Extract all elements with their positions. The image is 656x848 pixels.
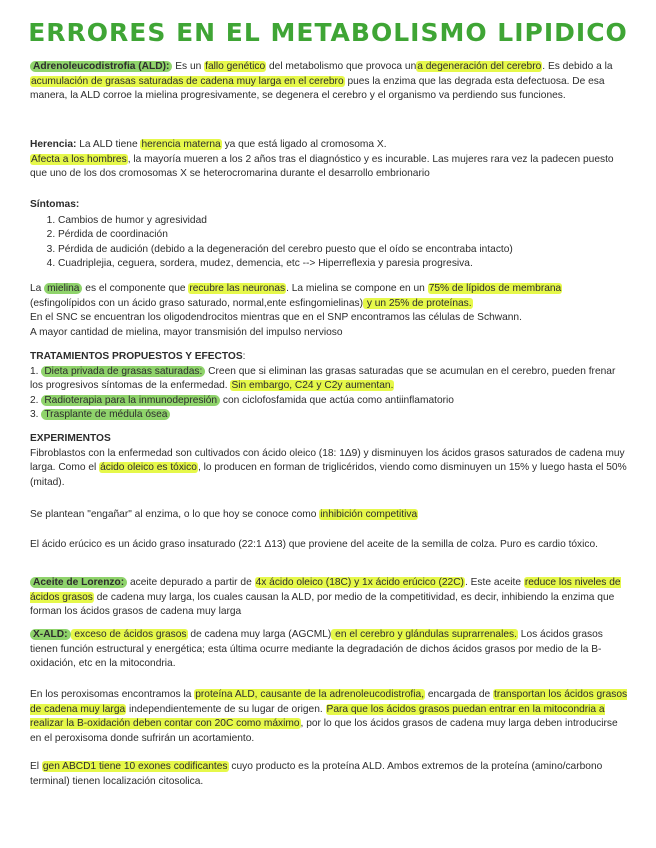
inhibicion-paragraph: Se plantean "engañar" al enzima, o lo que hoy se conoce como inhibición competitiva bbox=[30, 509, 418, 520]
gen-paragraph: El gen ABCD1 tiene 10 exones codificantes cuyo producto es la proteína ALD. Ambos extremos de la proteína (amino/carbono terminal) tienen localización citosolica. bbox=[30, 761, 603, 787]
highlight: Trasplante de médula ósea bbox=[41, 409, 170, 420]
experimentos-section bbox=[30, 432, 630, 490]
highlight: exceso de ácidos grasos bbox=[71, 629, 187, 640]
highlight: 4x ácido oleico (18C) y 1x ácido erúcico (22C) bbox=[255, 577, 464, 588]
highlight: recubre las neuronas bbox=[189, 283, 286, 294]
highlight: herencia materna bbox=[141, 139, 221, 150]
tratamientos-section: TRATAMIENTOS PROPUESTOS Y EFECTOS: 1. Dieta privada de grasas saturadas: Creen que si eliminan las grasas saturadas que se acumulan en el cerebro, pueden frenar los progresivos síntomas de la enfermedad. Sin embargo, C24 y C2y aumentan. 2. Radioterapia para la inmunodepresión con ciclofosfamida que actúa como antiinflamatorio 3. Trasplante de médula ósea bbox=[30, 350, 630, 423]
highlight: mielina bbox=[44, 283, 82, 294]
list-item: 3. Trasplante de médula ósea bbox=[30, 408, 630, 423]
tratamientos-label: TRATAMIENTOS PROPUESTOS Y EFECTOS bbox=[30, 351, 243, 362]
highlight: a degeneración del cerebro bbox=[417, 61, 542, 72]
xald-paragraph: X-ALD: exceso de ácidos grasos de cadena muy larga (AGCML) en el cerebro y glándulas suprarrenales. Los ácidos grasos tienen función estructural y energética; esta última ocurre mediante la degradación de dichos ácidos grasos por medio de la B-oxidación, etc en la mitocondria. bbox=[30, 629, 603, 670]
highlight: Dieta privada de grasas saturadas: bbox=[41, 366, 205, 377]
highlight: en el cerebro y glándulas suprarrenales. bbox=[332, 629, 517, 640]
list-item: 1. Cambios de humor y agresividad bbox=[58, 214, 630, 229]
lorenzo-term: Aceite de Lorenzo: bbox=[30, 577, 127, 588]
experimentos-text: Fibroblastos con la enfermedad son cultivados con ácido oleico (18: 1Δ9) y disminuyen los ácidos grasos saturados de cadena muy larga. Como el ácido oleico es tóxico, lo producen en forman de triglicéridos, viendo como disminuyen un 15% y luego hasta el 50% (mitad). bbox=[30, 447, 627, 488]
page-title: ERRORES EN EL METABOLISMO LIPIDICO bbox=[28, 18, 628, 47]
experimentos-label: EXPERIMENTOS bbox=[30, 433, 111, 444]
ald-term: Adrenoleucodistrofia (ALD): bbox=[30, 61, 172, 72]
highlight: transportan los ácidos grasos de cadena muy larga bbox=[30, 689, 628, 715]
highlight: Afecta a los hombres bbox=[31, 153, 127, 165]
highlight: y un 25% de proteínas. bbox=[363, 297, 472, 309]
highlight: reduce los niveles de ácidos grasos bbox=[30, 577, 621, 603]
highlight: Sin embargo, C24 y C2y aumentan. bbox=[231, 380, 394, 392]
erucico-paragraph: El ácido erúcico es un ácido graso insaturado (22:1 Δ13) que proviene del aceite de la semilla de colza. Puro es cardio tóxico. bbox=[30, 539, 599, 550]
highlight: inhibición competitiva bbox=[320, 509, 418, 520]
list-item: 3. Pérdida de audición (debido a la degeneración del cerebro puesto que el oído se encontraba intacto) bbox=[58, 243, 630, 258]
xald-term: X-ALD: bbox=[30, 629, 71, 640]
herencia-label: Herencia: bbox=[30, 139, 77, 150]
lorenzo-paragraph: Aceite de Lorenzo: aceite depurado a partir de 4x ácido oleico (18C) y 1x ácido erúcico (22C). Este aceite reduce los niveles de ácidos grasos de cadena muy larga, los cuales causan la ALD, por medio de la competitividad, es decir, inhibiendo la enzima que forman los ácidos grasos de cadena muy larga bbox=[30, 577, 621, 618]
ald-paragraph: Adrenoleucodistrofia (ALD): Es un fallo genético del metabolismo que provoca una degeneración del cerebro. Es debido a la acumulación de grasas saturadas de cadena muy larga en el cerebro pues la enzima que las degrada esta defectuosa. De esa manera, la ALD corroe la mielina progresivamente, se degenera el cerebro y el organismo va perdiendo sus funciones. bbox=[30, 61, 613, 102]
highlight: gen ABCD1 tiene 10 exones codificantes bbox=[42, 761, 228, 772]
highlight: fallo genético bbox=[205, 61, 266, 72]
sintomas-label: Síntomas: bbox=[30, 199, 80, 210]
mielina-paragraph: La mielina es el componente que recubre las neuronas. La mielina se compone en un 75% de lípidos de membrana (esfingolípidos con un ácido graso saturado, normal,ente esfingomielinas) y un 25% de proteínas. En el SNC se encuentran los oligodendrocitos mientras que en el SNP encontramos las células de Schwann. A mayor cantidad de mielina, mayor transmisión del impulso nervioso bbox=[30, 283, 562, 338]
highlight: proteína ALD, causante de la adrenoleucodistrofia, bbox=[195, 689, 425, 700]
highlight: ácido oleico es tóxico bbox=[100, 462, 197, 474]
list-item: 2. Radioterapia para la inmunodepresión con ciclofosfamida que actúa como antiinflamatorio bbox=[30, 394, 454, 406]
highlight: 75% de lípidos de membrana bbox=[428, 283, 562, 294]
list-item: 4. Cuadriplejia, ceguera, sordera, mudez, demencia, etc --> Hiperreflexia y paresia progresiva. bbox=[58, 257, 630, 272]
list-item: 1. Dieta privada de grasas saturadas: Creen que si eliminan las grasas saturadas que se acumulan en el cerebro, pueden frenar los progresivos síntomas de la enfermedad. Sin embargo, C24 y C2y aumentan. bbox=[30, 365, 616, 392]
peroxisomas-paragraph: En los peroxisomas encontramos la proteína ALD, causante de la adrenoleucodistrofia, encargada de transportan los ácidos grasos de cadena muy larga independientemente de su lugar de origen. Para que los ácidos grasos puedan entrar en la mitocondria a realizar la B-oxidación deben contar con 20C como máximo, por lo que los ácidos grasos de cadena muy larga deben introducirse en el peroxisoma donde sufrirán un acortamiento. bbox=[30, 689, 628, 744]
highlight: acumulación de grasas saturadas de cadena muy larga en el cerebro bbox=[31, 75, 344, 87]
sintomas-section bbox=[30, 198, 630, 272]
herencia-paragraph: Herencia: La ALD tiene herencia materna ya que está ligado al cromosoma X. Afecta a los hombres, la mayoría mueren a los 2 años tras el diagnóstico y es incurable. Las mujeres rara vez la padecen puesto que uno de los dos cromosomas X se heterocromarina durante el desarrollo embrionario bbox=[30, 139, 614, 180]
highlight: Para que los ácidos grasos puedan entrar en la mitocondria a realizar la B-oxidación deben contar con 20C como máximo bbox=[30, 703, 605, 730]
list-item: 2. Pérdida de coordinación bbox=[58, 228, 630, 243]
sintomas-list bbox=[30, 214, 630, 272]
highlight: Radioterapia para la inmunodepresión bbox=[41, 395, 220, 406]
